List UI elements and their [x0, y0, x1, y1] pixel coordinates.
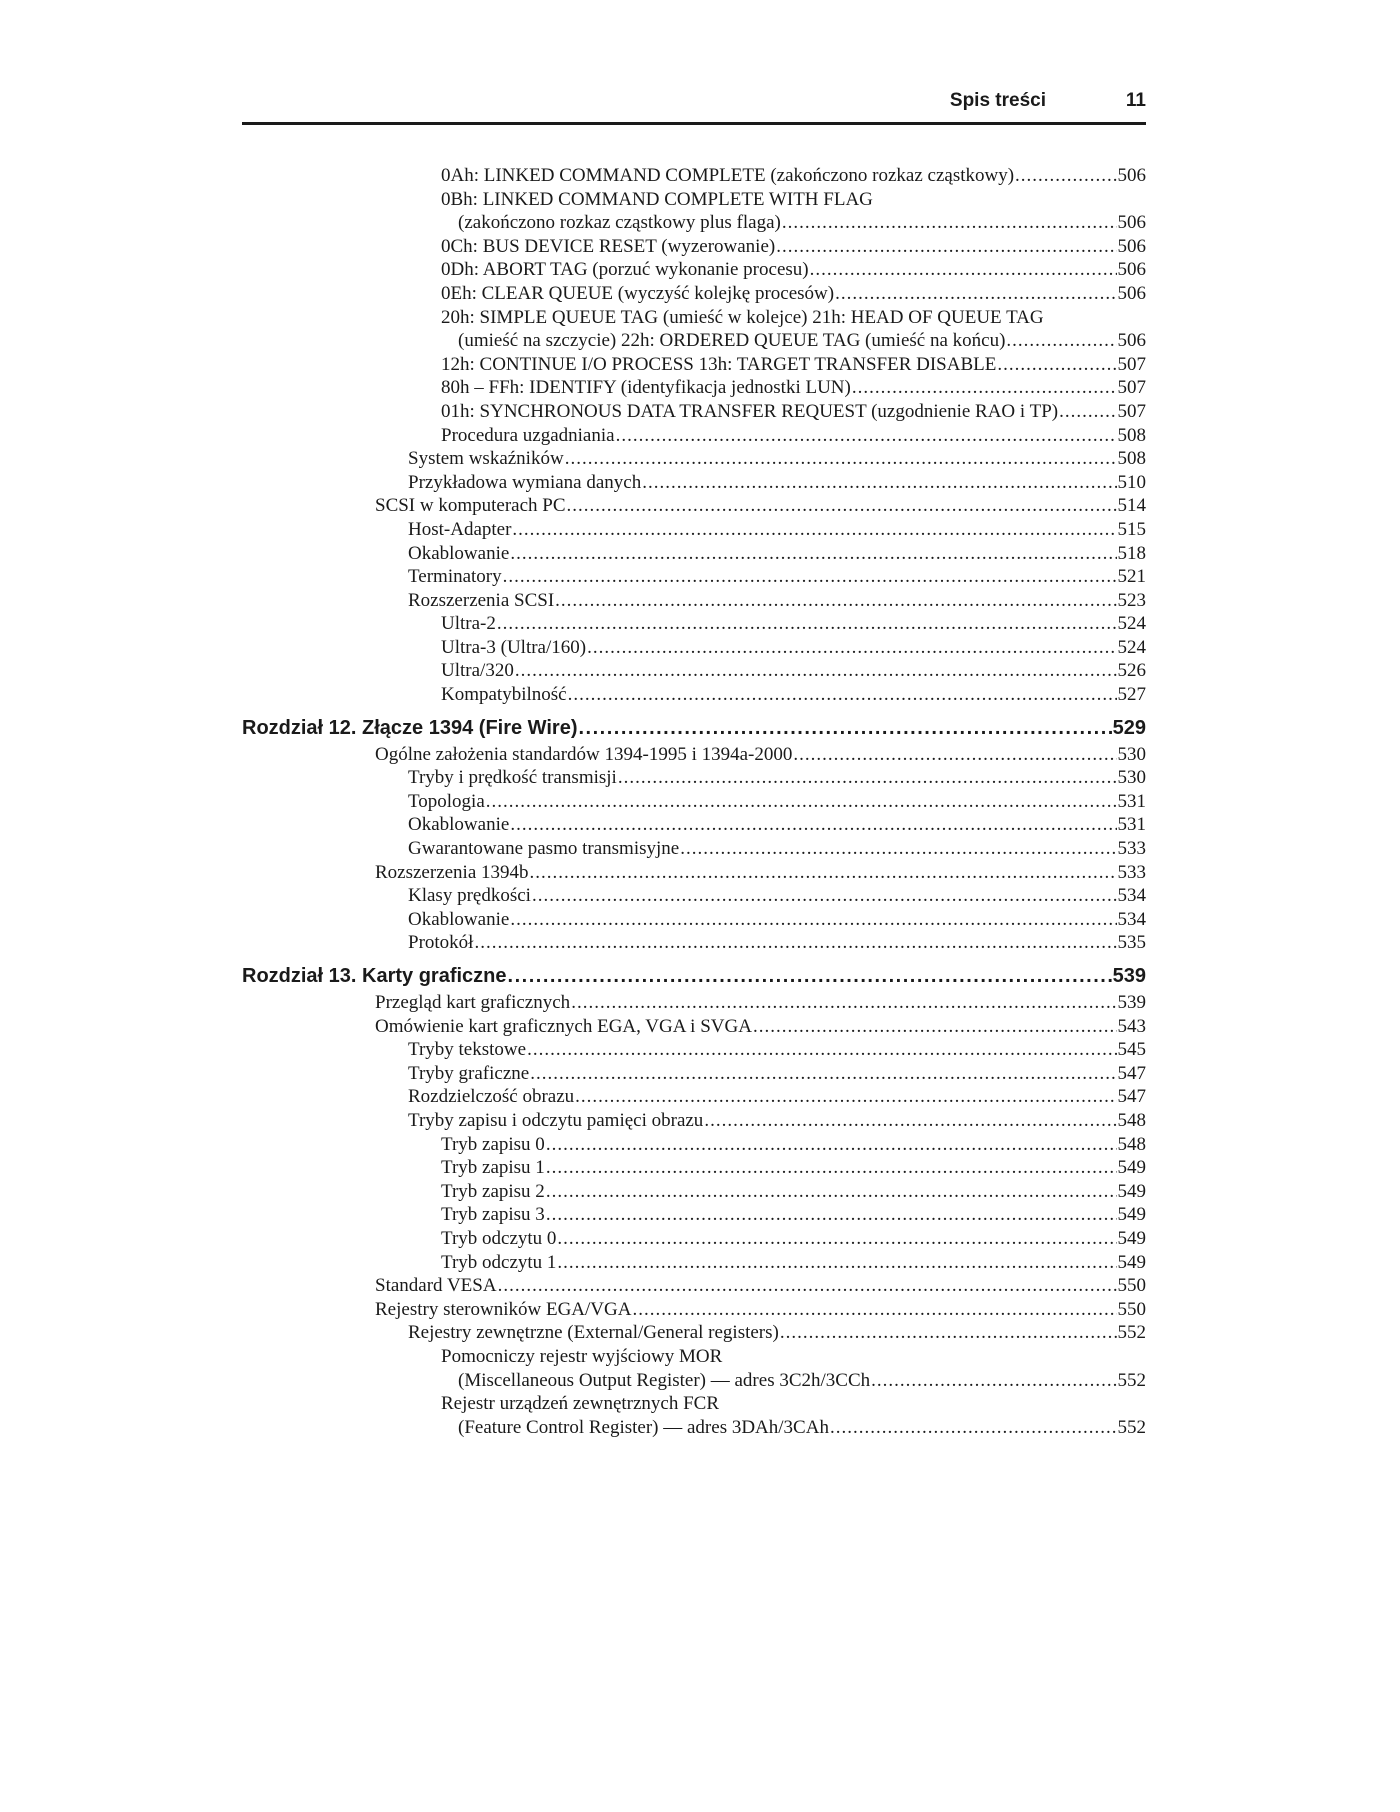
- toc-entry: [242, 1298, 1146, 1322]
- toc-entry-title: Host-Adapter: [408, 518, 512, 540]
- dot-leader: [997, 353, 1116, 377]
- toc-entry-title: Omówienie kart graficznych EGA, VGA i SVGA: [375, 1015, 752, 1037]
- dot-leader: [474, 931, 1116, 955]
- dot-leader: [546, 1133, 1117, 1157]
- toc-entry: [242, 258, 1146, 282]
- toc-entry-title: (zakończono rozkaz cząstkowy plus flaga): [458, 212, 781, 234]
- toc-entry: [242, 766, 1146, 790]
- toc-entry-title: Tryby tekstowe: [408, 1039, 527, 1061]
- toc-entry: [242, 813, 1146, 837]
- toc-entry-page: 508: [1117, 424, 1146, 446]
- toc-entry-page: 533: [1117, 838, 1146, 860]
- toc-entry-title: Tryb zapisu 3: [441, 1204, 545, 1226]
- toc-entry-title: 12h: CONTINUE I/O PROCESS 13h: TARGET TRANSFER DISABLE: [441, 353, 997, 375]
- toc-entry: [242, 1015, 1146, 1039]
- toc-entry-page: 514: [1117, 495, 1146, 517]
- toc-entry: [242, 1062, 1146, 1086]
- toc-entry-page: 526: [1117, 660, 1146, 682]
- toc-entry-title: Tryb odczytu 1: [441, 1251, 557, 1273]
- toc-entry: [242, 1038, 1146, 1062]
- toc-entry-title: Tryb zapisu 1: [441, 1157, 545, 1179]
- toc-entry-title: Ultra/320: [441, 660, 514, 682]
- toc-entry-title: Kompatybilność: [441, 684, 567, 706]
- toc-entry: [242, 518, 1146, 542]
- dot-leader: [498, 1274, 1117, 1298]
- toc-entry-page: 515: [1117, 518, 1146, 540]
- toc-entry: [242, 329, 1146, 353]
- toc-entry-page: 506: [1117, 259, 1146, 281]
- toc-entry-title: Rozszerzenia 1394b: [375, 861, 529, 883]
- toc-entry-title: (umieść na szczycie) 22h: ORDERED QUEUE TAG (umieść na końcu): [458, 330, 1006, 352]
- toc-entry-page: 543: [1117, 1015, 1146, 1037]
- toc-entry-title: Rozdział 12. Złącze 1394 (Fire Wire): [242, 716, 578, 739]
- toc-entry-title: Klasy prędkości: [408, 885, 531, 907]
- dot-leader: [530, 1062, 1116, 1086]
- toc-entry-page: 547: [1117, 1086, 1146, 1108]
- toc-entry: [242, 1274, 1146, 1298]
- toc-entry-title: Tryb odczytu 0: [441, 1227, 557, 1249]
- dot-leader: [704, 1109, 1116, 1133]
- toc-entry: [242, 931, 1146, 955]
- toc-entry-page: 533: [1117, 861, 1146, 883]
- toc-entry-title: (Feature Control Register) — adres 3DAh/3CAh: [458, 1416, 829, 1438]
- dot-leader: [510, 542, 1116, 566]
- toc-entry-title: Terminatory: [408, 566, 502, 588]
- dot-leader: [527, 1038, 1116, 1062]
- toc-entry: [242, 188, 1146, 212]
- dot-leader: [546, 1180, 1117, 1204]
- toc-entry-page: 507: [1117, 400, 1146, 422]
- toc-entry-page: 549: [1117, 1180, 1146, 1202]
- toc-entry-title: (Miscellaneous Output Register) — adres 3C2h/3CCh: [458, 1369, 871, 1391]
- toc-entry-title: SCSI w komputerach PC: [375, 495, 566, 517]
- toc-entry: [242, 908, 1146, 932]
- toc-entry-page: 523: [1117, 589, 1146, 611]
- toc-entry-page: 549: [1117, 1157, 1146, 1179]
- toc-entry-page: 539: [1117, 992, 1146, 1013]
- toc-entry-title: 0Bh: LINKED COMMAND COMPLETE WITH FLAG: [441, 188, 873, 210]
- toc-entry: [242, 659, 1146, 683]
- toc-entry: [242, 1369, 1146, 1393]
- toc-entry-page: 531: [1117, 814, 1146, 836]
- toc-entry-title: 80h – FFh: IDENTIFY (identyfikacja jednostki LUN): [441, 377, 851, 399]
- toc-entry-page: 518: [1117, 542, 1146, 564]
- dot-leader: [753, 1015, 1117, 1039]
- toc-entry: [242, 861, 1146, 885]
- toc-entry: [242, 306, 1146, 330]
- dot-leader: [793, 743, 1116, 767]
- toc-entry-page: 510: [1117, 471, 1146, 493]
- toc-entry-page: 550: [1117, 1275, 1146, 1297]
- dot-leader: [530, 861, 1117, 885]
- toc-entry-page: 527: [1117, 684, 1146, 706]
- toc-entry-page: 535: [1117, 932, 1146, 954]
- toc-entry-page: 521: [1117, 566, 1146, 588]
- toc-entry-title: 01h: SYNCHRONOUS DATA TRANSFER REQUEST (uzgodnienie RAO i TP): [441, 400, 1059, 422]
- dot-leader: [780, 1321, 1117, 1345]
- toc-entry-page: 548: [1117, 1133, 1146, 1155]
- toc-entry: [242, 494, 1146, 518]
- running-header-title: Spis treści: [949, 90, 1046, 111]
- toc-entry-title: Topologia: [408, 790, 485, 812]
- toc-entry-title: Pomocniczy rejestr wyjściowy MOR: [441, 1345, 723, 1367]
- dot-leader: [1059, 400, 1116, 424]
- toc-entry: [242, 1133, 1146, 1157]
- toc-entry-title: Tryby graficzne: [408, 1062, 530, 1084]
- toc-entry: [242, 612, 1146, 636]
- toc-entry-page: 529: [1112, 716, 1146, 739]
- toc-entry-title: Przykładowa wymiana danych: [408, 471, 642, 493]
- toc-entry: [242, 164, 1146, 188]
- page-number: 11: [1125, 90, 1146, 111]
- dot-leader: [546, 1203, 1117, 1227]
- toc-entry-page: 506: [1117, 212, 1146, 234]
- toc-entry-title: Rejestry sterowników EGA/VGA: [375, 1298, 632, 1320]
- toc-entry-title: Rejestr urządzeń zewnętrznych FCR: [441, 1393, 720, 1415]
- running-header: [242, 88, 1146, 125]
- toc-entry: [242, 1109, 1146, 1133]
- toc-entry: [242, 589, 1146, 613]
- toc-entry-page: 548: [1117, 1109, 1146, 1131]
- toc-entry-page: 524: [1117, 636, 1146, 658]
- toc-entry-title: Rozdział 13. Karty graficzne: [242, 965, 507, 987]
- dot-leader: [510, 813, 1116, 837]
- toc-entry-page: 506: [1117, 330, 1146, 352]
- table-of-contents: [242, 164, 1146, 1439]
- toc-entry-page: 530: [1117, 743, 1146, 765]
- dot-leader: [557, 1251, 1116, 1275]
- dot-leader: [616, 424, 1117, 448]
- toc-entry-title: Protokół: [408, 932, 474, 954]
- dot-leader: [642, 471, 1116, 495]
- toc-entry-page: 549: [1117, 1227, 1146, 1249]
- toc-entry-page: 552: [1117, 1416, 1146, 1438]
- toc-entry-page: 531: [1117, 790, 1146, 812]
- toc-entry-page: 545: [1117, 1039, 1146, 1061]
- dot-leader: [515, 659, 1117, 683]
- toc-entry-page: 524: [1117, 613, 1146, 635]
- dot-leader: [618, 766, 1117, 790]
- toc-entry-title: Rozszerzenia SCSI: [408, 589, 555, 611]
- toc-entry: [242, 1345, 1146, 1369]
- toc-entry-page: 550: [1117, 1298, 1146, 1320]
- toc-entry: [242, 1321, 1146, 1345]
- toc-entry: [242, 565, 1146, 589]
- toc-entry-page: 530: [1117, 767, 1146, 789]
- toc-entry: [242, 447, 1146, 471]
- dot-leader: [571, 991, 1116, 1015]
- toc-entry-title: Gwarantowane pasmo transmisyjne: [408, 838, 680, 860]
- dot-leader: [546, 1156, 1117, 1180]
- dot-leader: [579, 713, 1112, 743]
- toc-entry: [242, 743, 1146, 767]
- dot-leader: [568, 683, 1117, 707]
- toc-entry-title: Okablowanie: [408, 542, 510, 564]
- dot-leader: [503, 565, 1117, 589]
- dot-leader: [575, 1085, 1116, 1109]
- toc-entry-title: Standard VESA: [375, 1275, 497, 1297]
- dot-leader: [512, 518, 1116, 542]
- toc-entry-page: 507: [1117, 353, 1146, 375]
- toc-entry-title: Przegląd kart graficznych: [375, 992, 571, 1013]
- toc-chapter: [242, 961, 1146, 991]
- toc-entry: [242, 376, 1146, 400]
- toc-entry-title: Okablowanie: [408, 908, 510, 930]
- toc-entry-title: Ogólne założenia standardów 1394-1995 i 1394a-2000: [375, 743, 793, 765]
- toc-entry-title: 0Ch: BUS DEVICE RESET (wyzerowanie): [441, 235, 776, 257]
- dot-leader: [782, 211, 1117, 235]
- dot-leader: [486, 790, 1117, 814]
- toc-entry: [242, 1251, 1146, 1275]
- toc-entry: [242, 235, 1146, 259]
- toc-entry-title: Tryb zapisu 2: [441, 1180, 545, 1202]
- toc-entry: [242, 282, 1146, 306]
- toc-entry: [242, 1416, 1146, 1440]
- dot-leader: [567, 494, 1117, 518]
- toc-entry-page: 552: [1117, 1369, 1146, 1391]
- dot-leader: [776, 235, 1116, 259]
- toc-entry-page: 506: [1117, 165, 1146, 186]
- toc-entry: [242, 400, 1146, 424]
- toc-entry: [242, 884, 1146, 908]
- toc-entry-title: System wskaźników: [408, 448, 564, 470]
- toc-entry-title: Tryby zapisu i odczytu pamięci obrazu: [408, 1109, 704, 1131]
- dot-leader: [1015, 164, 1116, 188]
- toc-entry: [242, 1085, 1146, 1109]
- toc-entry: [242, 683, 1146, 707]
- toc-entry: [242, 424, 1146, 448]
- dot-leader: [508, 961, 1112, 991]
- toc-entry-page: 506: [1117, 235, 1146, 257]
- toc-entry-title: Tryby i prędkość transmisji: [408, 767, 617, 789]
- toc-entry-page: 552: [1117, 1322, 1146, 1344]
- toc-entry-page: 547: [1117, 1062, 1146, 1084]
- toc-entry-title: Tryb zapisu 0: [441, 1133, 545, 1155]
- toc-entry-page: 539: [1112, 965, 1146, 987]
- toc-entry: [242, 1392, 1146, 1416]
- toc-entry: [242, 542, 1146, 566]
- toc-entry-page: 534: [1117, 885, 1146, 907]
- toc-entry: [242, 211, 1146, 235]
- toc-chapter: [242, 713, 1146, 743]
- toc-entry-title: Rozdzielczość obrazu: [408, 1086, 575, 1108]
- toc-entry-page: 506: [1117, 282, 1146, 304]
- toc-entry: [242, 1203, 1146, 1227]
- toc-entry-page: 507: [1117, 377, 1146, 399]
- toc-entry-title: Ultra-3 (Ultra/160): [441, 636, 587, 658]
- dot-leader: [871, 1369, 1116, 1393]
- toc-entry-page: 508: [1117, 448, 1146, 470]
- dot-leader: [1006, 329, 1116, 353]
- toc-entry-title: 20h: SIMPLE QUEUE TAG (umieść w kolejce) 21h: HEAD OF QUEUE TAG: [441, 306, 1044, 328]
- toc-entry-title: Rejestry zewnętrzne (External/General registers): [408, 1322, 779, 1344]
- dot-leader: [587, 636, 1116, 660]
- dot-leader: [810, 258, 1117, 282]
- dot-leader: [632, 1298, 1116, 1322]
- toc-entry: [242, 636, 1146, 660]
- toc-entry-title: 0Dh: ABORT TAG (porzuć wykonanie procesu): [441, 259, 809, 281]
- dot-leader: [830, 1416, 1117, 1440]
- toc-entry-page: 534: [1117, 908, 1146, 930]
- toc-entry-title: Okablowanie: [408, 814, 510, 836]
- dot-leader: [532, 884, 1117, 908]
- dot-leader: [680, 837, 1116, 861]
- toc-entry-title: Ultra-2: [441, 613, 496, 635]
- dot-leader: [510, 908, 1116, 932]
- toc-entry-title: 0Ah: LINKED COMMAND COMPLETE (zakończono rozkaz cząstkowy): [441, 165, 1015, 186]
- toc-entry-page: 549: [1117, 1251, 1146, 1273]
- toc-entry-title: Procedura uzgadniania: [441, 424, 615, 446]
- toc-entry-page: 549: [1117, 1204, 1146, 1226]
- dot-leader: [557, 1227, 1116, 1251]
- toc-entry: [242, 790, 1146, 814]
- dot-leader: [835, 282, 1116, 306]
- toc-entry-title: 0Eh: CLEAR QUEUE (wyczyść kolejkę procesów): [441, 282, 835, 304]
- toc-entry: [242, 1156, 1146, 1180]
- toc-entry: [242, 471, 1146, 495]
- dot-leader: [852, 376, 1117, 400]
- toc-entry: [242, 353, 1146, 377]
- toc-entry: [242, 837, 1146, 861]
- toc-entry: [242, 1180, 1146, 1204]
- toc-entry: [242, 1227, 1146, 1251]
- toc-entry: [242, 991, 1146, 1015]
- dot-leader: [565, 447, 1117, 471]
- dot-leader: [497, 612, 1117, 636]
- dot-leader: [555, 589, 1116, 613]
